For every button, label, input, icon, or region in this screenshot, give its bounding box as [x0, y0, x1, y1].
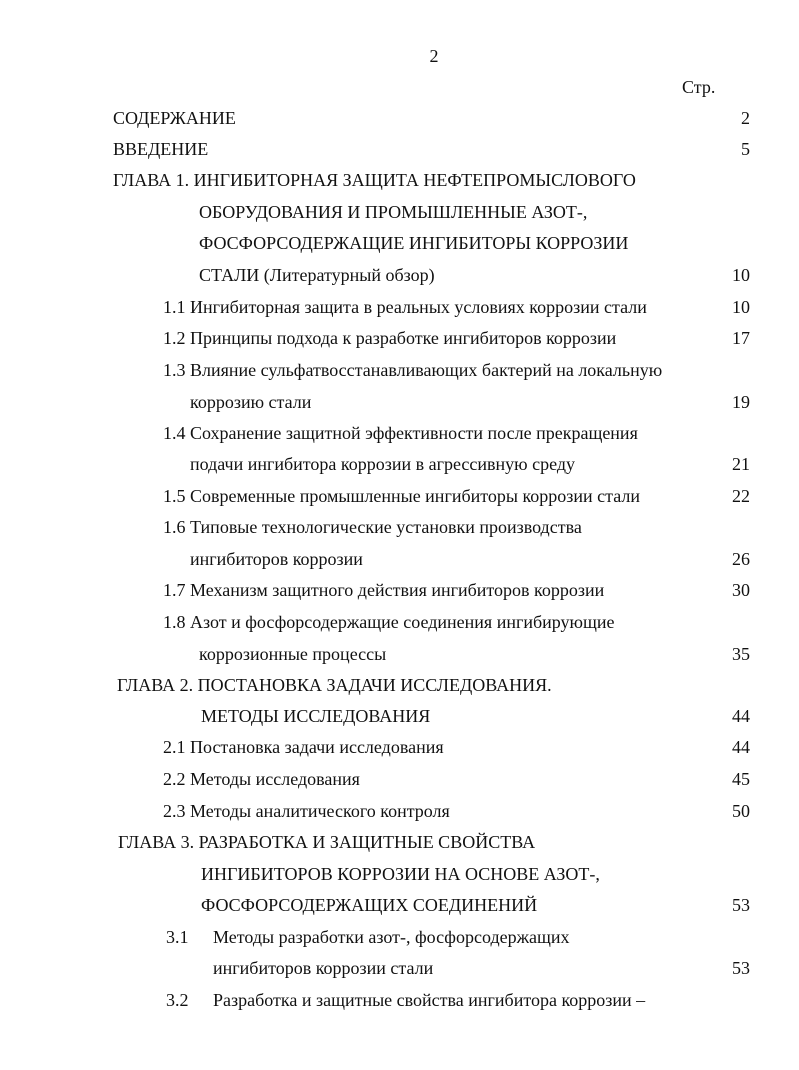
- toc-entry-page: 35: [732, 644, 750, 664]
- toc-line: [0, 390, 799, 414]
- toc-line: [0, 547, 799, 571]
- toc-entry-text: 2.3 Методы аналитического контроля: [163, 801, 450, 821]
- toc-line: [0, 515, 799, 539]
- toc-entry-number: 3.2: [166, 990, 189, 1010]
- toc-entry-page: 53: [732, 958, 750, 978]
- toc-entry-text: 1.1 Ингибиторная защита в реальных условиях коррозии стали: [163, 297, 647, 317]
- toc-line: [0, 956, 799, 980]
- toc-line: [0, 137, 799, 161]
- toc-entry-text: 1.3 Влияние сульфатвосстанавливающих бактерий на локальную: [163, 360, 663, 380]
- toc-line: [0, 452, 799, 476]
- page-column-header: Стр.: [682, 77, 716, 97]
- toc-entry-text: 1.7 Механизм защитного действия ингибиторов коррозии: [163, 580, 605, 600]
- toc-entry-text: ингибиторов коррозии: [190, 549, 363, 569]
- toc-entry-page: 21: [732, 454, 750, 474]
- toc-entry-page: 19: [732, 392, 750, 412]
- toc-line: [0, 673, 799, 697]
- toc-line: [0, 830, 799, 854]
- toc-entry-page: 10: [732, 297, 750, 317]
- toc-entry-text: ГЛАВА 3. РАЗРАБОТКА И ЗАЩИТНЫЕ СВОЙСТВА: [118, 832, 536, 852]
- toc-entry-text: МЕТОДЫ ИССЛЕДОВАНИЯ: [201, 706, 431, 726]
- toc-line: [0, 358, 799, 382]
- toc-entry-text: СОДЕРЖАНИЕ: [113, 108, 236, 128]
- page-number: 2: [429, 46, 439, 66]
- toc-entry-text: 2.2 Методы исследования: [163, 769, 360, 789]
- toc-entry-text: подачи ингибитора коррозии в агрессивную среду: [190, 454, 576, 474]
- toc-entry-page: 22: [732, 486, 750, 506]
- toc-entry-page: 17: [732, 328, 750, 348]
- toc-entry-page: 5: [741, 139, 750, 159]
- toc-line: [0, 735, 799, 759]
- toc-line: [0, 421, 799, 445]
- toc-entry-text: ВВЕДЕНИЕ: [113, 139, 209, 159]
- toc-line: [0, 231, 799, 255]
- toc-entry-text: 1.2 Принципы подхода к разработке ингибиторов коррозии: [163, 328, 617, 348]
- toc-line: [0, 263, 799, 287]
- toc-entry-text: коррозию стали: [190, 392, 312, 412]
- toc-entry-page: 53: [732, 895, 750, 915]
- toc-line: [0, 893, 799, 917]
- toc-entry-text: Методы разработки азот-, фосфорсодержащих: [213, 927, 570, 947]
- toc-line: [0, 925, 799, 949]
- toc-entry-page: 10: [732, 265, 750, 285]
- toc-line: [0, 200, 799, 224]
- toc-line: [0, 642, 799, 666]
- toc-entry-page: 30: [732, 580, 750, 600]
- toc-line: [0, 106, 799, 130]
- toc-line: [0, 578, 799, 602]
- toc-entry-text: 1.6 Типовые технологические установки производства: [163, 517, 582, 537]
- toc-line: [0, 704, 799, 728]
- toc-line: [0, 610, 799, 634]
- toc-line: [0, 484, 799, 508]
- toc-line: [0, 862, 799, 886]
- toc-entry-text: коррозионные процессы: [199, 644, 387, 664]
- toc-entry-page: 44: [732, 706, 750, 726]
- toc-line: [0, 168, 799, 192]
- toc-entry-text: 1.8 Азот и фосфорсодержащие соединения ингибирующие: [163, 612, 615, 632]
- toc-entry-text: 1.4 Сохранение защитной эффективности после прекращения: [163, 423, 638, 443]
- toc-entry-page: 50: [732, 801, 750, 821]
- toc-entry-page: 2: [741, 108, 750, 128]
- toc-entry-page: 44: [732, 737, 750, 757]
- toc-entry-text: ОБОРУДОВАНИЯ И ПРОМЫШЛЕННЫЕ АЗОТ-,: [199, 202, 588, 222]
- toc-entry-page: 26: [732, 549, 750, 569]
- toc-entry-text: ФОСФОРСОДЕРЖАЩИХ СОЕДИНЕНИЙ: [201, 895, 538, 915]
- toc-line: [0, 988, 799, 1012]
- toc-line: [0, 326, 799, 350]
- toc-entry-text: 2.1 Постановка задачи исследования: [163, 737, 444, 757]
- toc-entry-text: ингибиторов коррозии стали: [213, 958, 434, 978]
- toc-line: [0, 799, 799, 823]
- toc-entry-text: ГЛАВА 2. ПОСТАНОВКА ЗАДАЧИ ИССЛЕДОВАНИЯ.: [117, 675, 552, 695]
- toc-entry-text: ГЛАВА 1. ИНГИБИТОРНАЯ ЗАЩИТА НЕФТЕПРОМЫСЛОВОГО: [113, 170, 636, 190]
- toc-entry-text: Разработка и защитные свойства ингибитора коррозии –: [213, 990, 646, 1010]
- toc-line: [0, 767, 799, 791]
- toc-entry-text: 1.5 Современные промышленные ингибиторы коррозии стали: [163, 486, 641, 506]
- toc-entry-text: СТАЛИ (Литературный обзор): [199, 265, 435, 285]
- toc-entry-page: 45: [732, 769, 750, 789]
- toc-entry-text: ФОСФОРСОДЕРЖАЩИЕ ИНГИБИТОРЫ КОРРОЗИИ: [199, 233, 629, 253]
- toc-entry-text: ИНГИБИТОРОВ КОРРОЗИИ НА ОСНОВЕ АЗОТ-,: [201, 864, 600, 884]
- toc-line: [0, 295, 799, 319]
- toc-entry-number: 3.1: [166, 927, 189, 947]
